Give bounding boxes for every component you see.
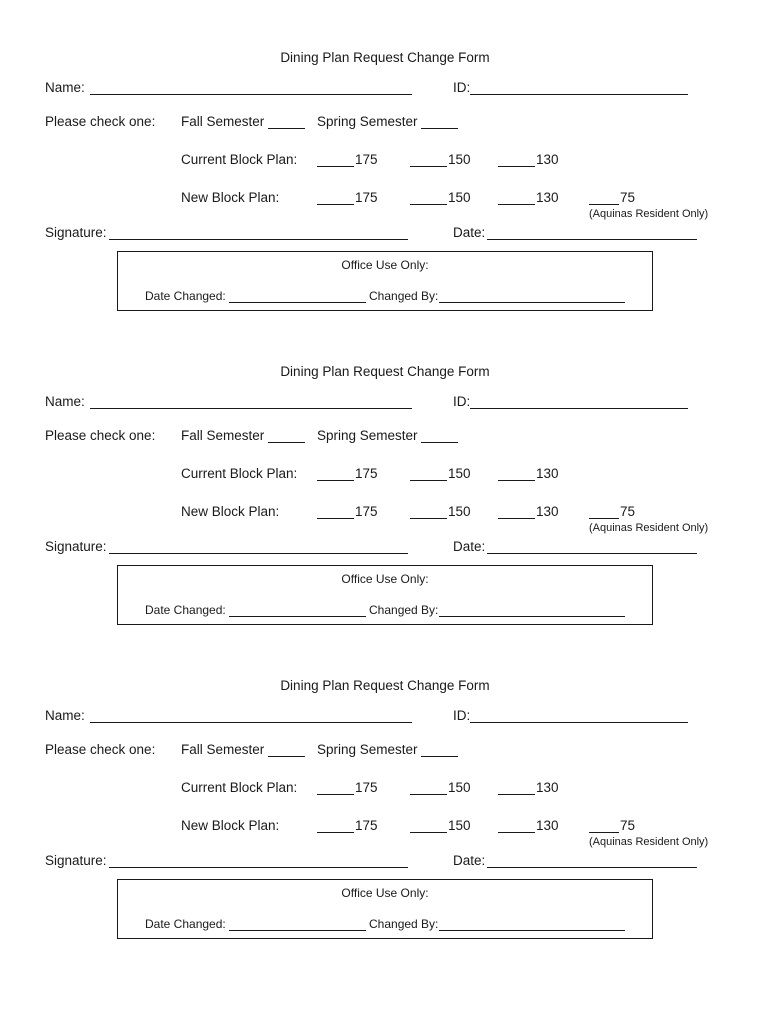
current-plan-130-checkbox[interactable] bbox=[498, 794, 535, 795]
changed-by-label: Changed By: bbox=[369, 917, 439, 931]
new-plan-130-label: 130 bbox=[536, 190, 559, 205]
current-plan-130-checkbox[interactable] bbox=[498, 166, 535, 167]
form-title: Dining Plan Request Change Form bbox=[280, 50, 490, 65]
current-plan-150-checkbox[interactable] bbox=[410, 166, 447, 167]
new-plan-150-label: 150 bbox=[448, 504, 471, 519]
name-label: Name: bbox=[45, 80, 85, 95]
date-field[interactable] bbox=[487, 553, 697, 554]
date-changed-label: Date Changed: bbox=[145, 289, 226, 303]
id-label: ID: bbox=[453, 394, 471, 409]
current-plan-130-label: 130 bbox=[536, 466, 559, 481]
office-use-title: Office Use Only: bbox=[341, 886, 429, 900]
new-block-plan-label: New Block Plan: bbox=[181, 504, 280, 519]
new-plan-150-checkbox[interactable] bbox=[410, 832, 447, 833]
id-field[interactable] bbox=[470, 722, 688, 723]
signature-field[interactable] bbox=[109, 867, 408, 868]
changed-by-field[interactable] bbox=[439, 930, 625, 931]
new-plan-150-checkbox[interactable] bbox=[410, 518, 447, 519]
spring-semester-label: Spring Semester bbox=[317, 428, 418, 443]
fall-semester-label: Fall Semester bbox=[181, 428, 265, 443]
date-changed-field[interactable] bbox=[229, 302, 366, 303]
current-block-plan-label: Current Block Plan: bbox=[181, 780, 298, 795]
new-block-plan-label: New Block Plan: bbox=[181, 818, 280, 833]
date-changed-label: Date Changed: bbox=[145, 603, 226, 617]
current-block-plan-label: Current Block Plan: bbox=[181, 466, 298, 481]
changed-by-label: Changed By: bbox=[369, 289, 439, 303]
date-field[interactable] bbox=[487, 239, 697, 240]
current-plan-150-label: 150 bbox=[448, 466, 471, 481]
dining-plan-form-3 bbox=[0, 678, 770, 978]
fall-semester-label: Fall Semester bbox=[181, 114, 265, 129]
date-changed-field[interactable] bbox=[229, 930, 366, 931]
new-plan-130-checkbox[interactable] bbox=[498, 832, 535, 833]
dining-plan-form-1 bbox=[0, 50, 770, 350]
new-plan-75-checkbox[interactable] bbox=[589, 204, 619, 205]
current-block-plan-label: Current Block Plan: bbox=[181, 152, 298, 167]
signature-field[interactable] bbox=[109, 553, 408, 554]
fall-semester-checkbox[interactable] bbox=[268, 442, 305, 443]
current-plan-130-label: 130 bbox=[536, 780, 559, 795]
dining-plan-form-2 bbox=[0, 364, 770, 664]
aquinas-note: (Aquinas Resident Only) bbox=[589, 836, 709, 848]
aquinas-note: (Aquinas Resident Only) bbox=[589, 208, 709, 220]
date-changed-label: Date Changed: bbox=[145, 917, 226, 931]
current-plan-130-checkbox[interactable] bbox=[498, 480, 535, 481]
id-label: ID: bbox=[453, 708, 471, 723]
new-plan-175-label: 175 bbox=[355, 504, 378, 519]
spring-semester-checkbox[interactable] bbox=[421, 128, 458, 129]
signature-label: Signature: bbox=[45, 853, 107, 868]
date-changed-field[interactable] bbox=[229, 616, 366, 617]
changed-by-field[interactable] bbox=[439, 302, 625, 303]
fall-semester-label: Fall Semester bbox=[181, 742, 265, 757]
spring-semester-label: Spring Semester bbox=[317, 114, 418, 129]
current-plan-130-label: 130 bbox=[536, 152, 559, 167]
new-plan-75-label: 75 bbox=[620, 504, 636, 519]
new-plan-150-checkbox[interactable] bbox=[410, 204, 447, 205]
date-label: Date: bbox=[453, 539, 486, 554]
changed-by-field[interactable] bbox=[439, 616, 625, 617]
spring-semester-checkbox[interactable] bbox=[421, 756, 458, 757]
id-field[interactable] bbox=[470, 94, 688, 95]
current-plan-150-checkbox[interactable] bbox=[410, 794, 447, 795]
new-plan-130-label: 130 bbox=[536, 818, 559, 833]
office-use-title: Office Use Only: bbox=[341, 258, 429, 272]
check-one-label: Please check one: bbox=[45, 114, 156, 129]
office-use-box bbox=[117, 251, 653, 311]
check-one-label: Please check one: bbox=[45, 428, 156, 443]
new-plan-75-label: 75 bbox=[620, 818, 636, 833]
office-use-box bbox=[117, 565, 653, 625]
fall-semester-checkbox[interactable] bbox=[268, 128, 305, 129]
new-plan-130-checkbox[interactable] bbox=[498, 204, 535, 205]
new-plan-75-checkbox[interactable] bbox=[589, 832, 619, 833]
name-field[interactable] bbox=[90, 94, 412, 95]
new-plan-130-label: 130 bbox=[536, 504, 559, 519]
spring-semester-label: Spring Semester bbox=[317, 742, 418, 757]
date-label: Date: bbox=[453, 853, 486, 868]
name-label: Name: bbox=[45, 708, 85, 723]
new-plan-175-checkbox[interactable] bbox=[317, 518, 354, 519]
new-plan-150-label: 150 bbox=[448, 190, 471, 205]
new-plan-75-label: 75 bbox=[620, 190, 636, 205]
form-title: Dining Plan Request Change Form bbox=[280, 678, 490, 693]
current-plan-150-label: 150 bbox=[448, 152, 471, 167]
current-plan-175-label: 175 bbox=[355, 780, 378, 795]
current-plan-175-checkbox[interactable] bbox=[317, 794, 354, 795]
new-plan-175-checkbox[interactable] bbox=[317, 204, 354, 205]
changed-by-label: Changed By: bbox=[369, 603, 439, 617]
signature-field[interactable] bbox=[109, 239, 408, 240]
current-plan-175-label: 175 bbox=[355, 466, 378, 481]
new-plan-75-checkbox[interactable] bbox=[589, 518, 619, 519]
current-plan-175-label: 175 bbox=[355, 152, 378, 167]
name-label: Name: bbox=[45, 394, 85, 409]
date-label: Date: bbox=[453, 225, 486, 240]
new-plan-150-label: 150 bbox=[448, 818, 471, 833]
aquinas-note: (Aquinas Resident Only) bbox=[589, 522, 709, 534]
current-plan-150-checkbox[interactable] bbox=[410, 480, 447, 481]
date-field[interactable] bbox=[487, 867, 697, 868]
office-use-box bbox=[117, 879, 653, 939]
new-plan-175-checkbox[interactable] bbox=[317, 832, 354, 833]
spring-semester-checkbox[interactable] bbox=[421, 442, 458, 443]
new-plan-130-checkbox[interactable] bbox=[498, 518, 535, 519]
id-field[interactable] bbox=[470, 408, 688, 409]
fall-semester-checkbox[interactable] bbox=[268, 756, 305, 757]
office-use-title: Office Use Only: bbox=[341, 572, 429, 586]
new-plan-175-label: 175 bbox=[355, 818, 378, 833]
signature-label: Signature: bbox=[45, 225, 107, 240]
current-plan-150-label: 150 bbox=[448, 780, 471, 795]
form-title: Dining Plan Request Change Form bbox=[280, 364, 490, 379]
id-label: ID: bbox=[453, 80, 471, 95]
new-block-plan-label: New Block Plan: bbox=[181, 190, 280, 205]
name-field[interactable] bbox=[90, 408, 412, 409]
new-plan-175-label: 175 bbox=[355, 190, 378, 205]
current-plan-175-checkbox[interactable] bbox=[317, 166, 354, 167]
current-plan-175-checkbox[interactable] bbox=[317, 480, 354, 481]
name-field[interactable] bbox=[90, 722, 412, 723]
signature-label: Signature: bbox=[45, 539, 107, 554]
check-one-label: Please check one: bbox=[45, 742, 156, 757]
